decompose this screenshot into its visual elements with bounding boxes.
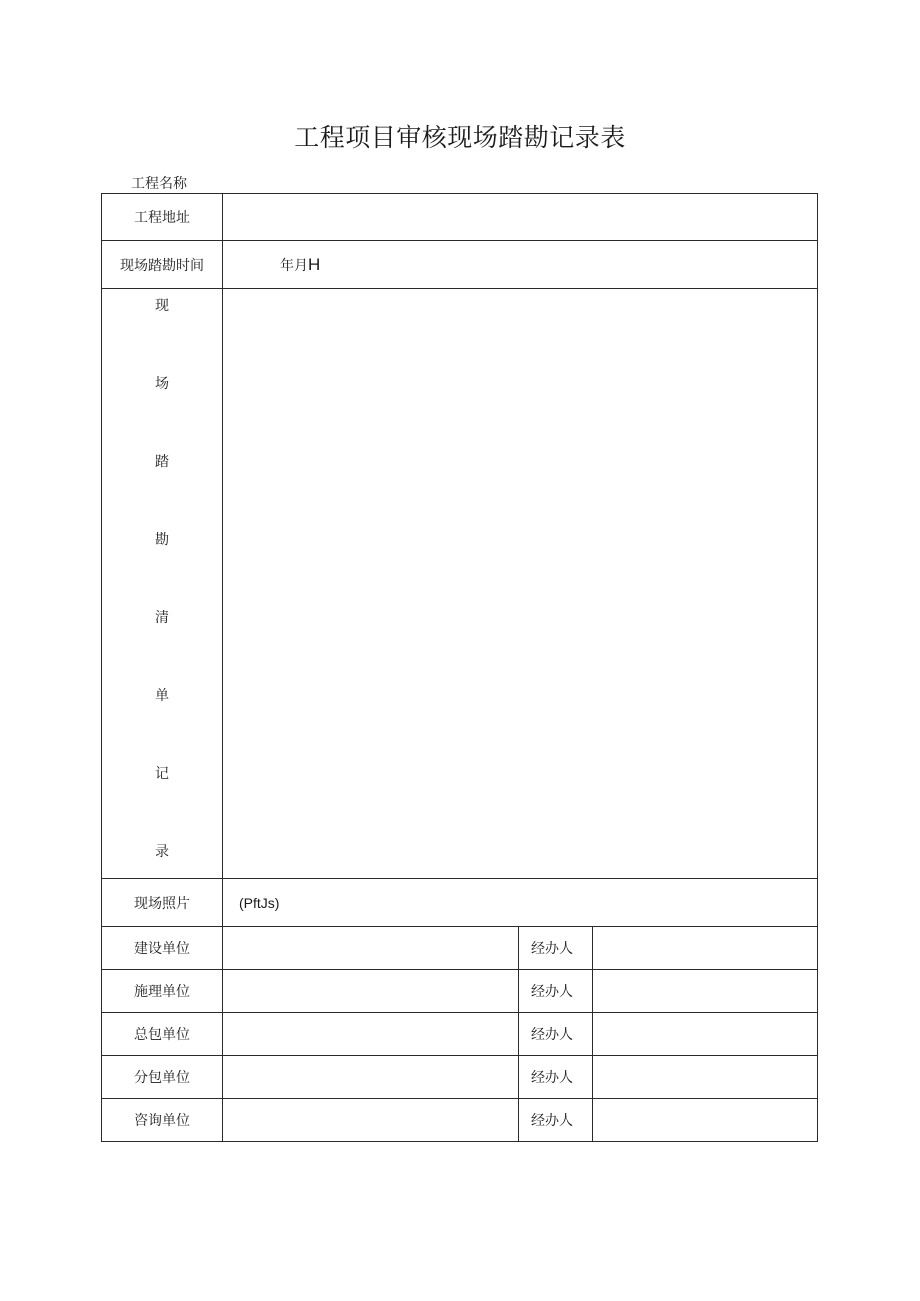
record-label-char: 勘 <box>155 532 169 548</box>
handler-label: 经办人 <box>519 970 593 1013</box>
unit-name-field[interactable] <box>223 1099 519 1142</box>
handler-label: 经办人 <box>519 1056 593 1099</box>
project-name-label: 工程名称 <box>131 176 187 192</box>
handler-field[interactable] <box>593 1013 818 1056</box>
survey-time-date-text: 年月 <box>280 257 308 274</box>
unit-name-field[interactable] <box>223 927 519 970</box>
record-row <box>102 289 818 879</box>
unit-row <box>102 1013 818 1056</box>
survey-time-row <box>102 241 818 289</box>
handler-label: 经办人 <box>519 1099 593 1142</box>
handler-field[interactable] <box>593 927 818 970</box>
record-label-char: 记 <box>155 766 169 782</box>
record-label-char: 清 <box>155 610 169 626</box>
unit-name-field[interactable] <box>223 1056 519 1099</box>
unit-name-field[interactable] <box>223 970 519 1013</box>
handler-label: 经办人 <box>519 1013 593 1056</box>
address-label: 工程地址 <box>102 194 223 241</box>
address-row <box>102 194 818 241</box>
handler-label: 经办人 <box>519 927 593 970</box>
record-label-char: 单 <box>155 688 169 704</box>
record-label-char: 踏 <box>155 454 169 470</box>
survey-time-field[interactable] <box>223 241 818 289</box>
survey-time-date-suffix: H <box>308 254 321 274</box>
record-label <box>102 289 223 879</box>
unit-label: 施理单位 <box>102 970 223 1013</box>
photo-row <box>102 879 818 927</box>
unit-row <box>102 970 818 1013</box>
photo-field[interactable]: (PftJs) <box>223 879 818 927</box>
record-label-char: 场 <box>155 376 169 392</box>
unit-row <box>102 1099 818 1142</box>
handler-field[interactable] <box>593 970 818 1013</box>
record-label-char: 现 <box>155 298 169 314</box>
unit-name-field[interactable] <box>223 1013 519 1056</box>
address-field[interactable] <box>223 194 818 241</box>
unit-label: 总包单位 <box>102 1013 223 1056</box>
unit-row <box>102 927 818 970</box>
unit-label: 建设单位 <box>102 927 223 970</box>
form-title: 工程项目审核现场踏勘记录表 <box>294 123 626 152</box>
handler-field[interactable] <box>593 1056 818 1099</box>
survey-time-label: 现场踏勘时间 <box>102 241 223 289</box>
photo-label: 现场照片 <box>102 879 223 927</box>
survey-record-table <box>101 193 818 1142</box>
record-label-char: 录 <box>155 844 169 860</box>
handler-field[interactable] <box>593 1099 818 1142</box>
unit-label: 咨询单位 <box>102 1099 223 1142</box>
unit-row <box>102 1056 818 1099</box>
record-content-field[interactable] <box>223 289 818 879</box>
unit-label: 分包单位 <box>102 1056 223 1099</box>
